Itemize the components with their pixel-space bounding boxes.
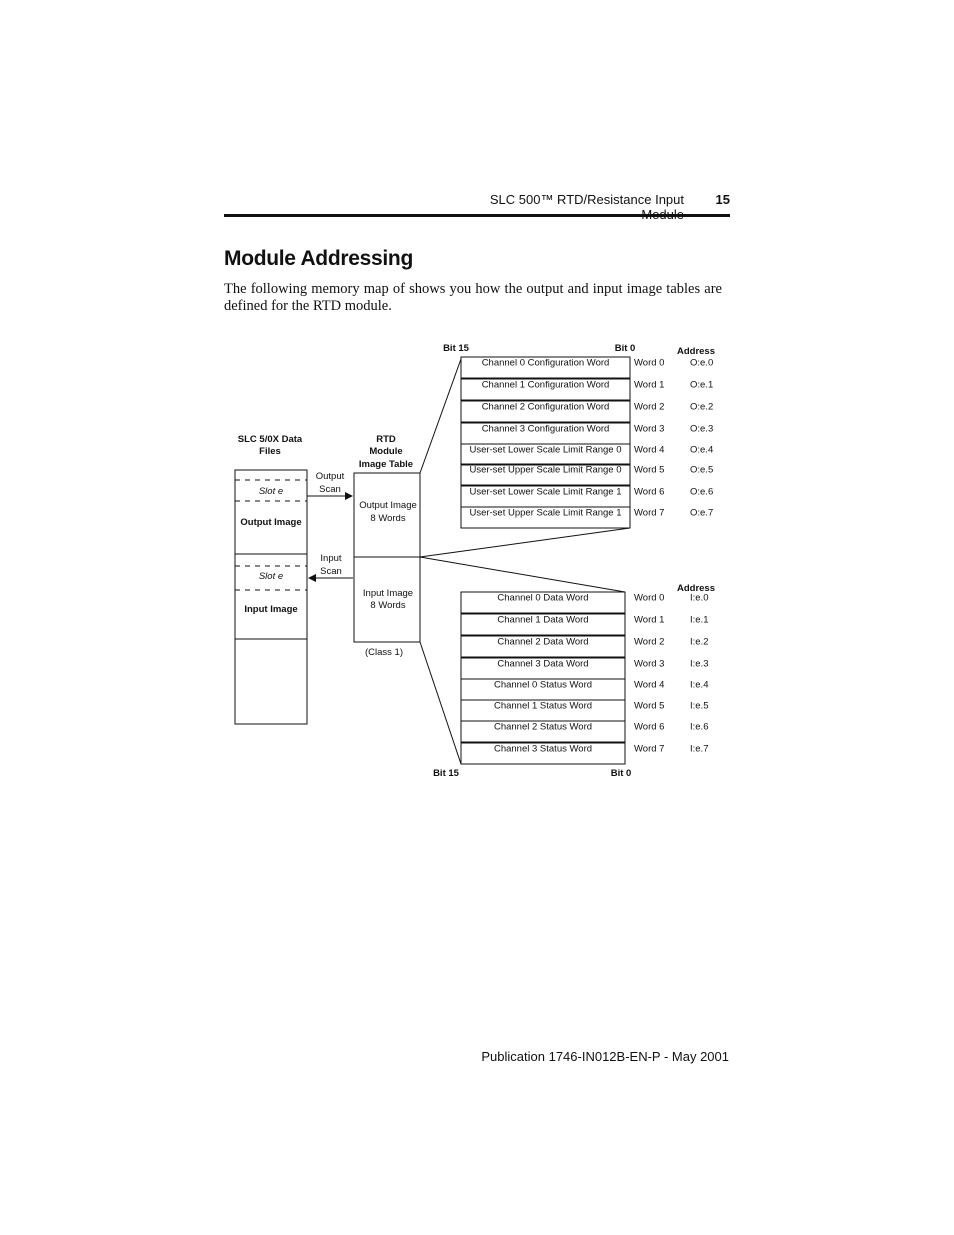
expansion-line (420, 528, 630, 557)
row-label: User-set Lower Scale Limit Range 1 (469, 486, 622, 498)
row-address: I:e.4 (690, 679, 709, 691)
output-address-header: Address (676, 346, 716, 357)
row-address: I:e.5 (690, 700, 709, 712)
row-label: Channel 2 Data Word (497, 636, 589, 648)
row-word: Word 2 (634, 401, 665, 413)
row-word: Word 6 (634, 721, 665, 733)
row-label: Channel 3 Configuration Word (481, 423, 610, 435)
row-label: Channel 0 Data Word (497, 592, 589, 604)
expansion-line (420, 642, 461, 764)
row-label: Channel 1 Status Word (493, 700, 593, 712)
row-word: Word 6 (634, 486, 665, 498)
row-word: Word 4 (634, 444, 665, 456)
row-address: O:e.7 (690, 507, 714, 519)
slc-input-image-label: Input Image (244, 604, 298, 615)
rtd-output-line1: Output Image (359, 500, 417, 511)
row-address: O:e.3 (690, 423, 714, 435)
row-label: User-set Upper Scale Limit Range 1 (469, 507, 622, 519)
row-word: Word 7 (634, 507, 665, 519)
row-label: User-set Lower Scale Limit Range 0 (469, 444, 622, 456)
row-word: Word 1 (634, 614, 665, 626)
row-address: I:e.0 (690, 592, 709, 604)
row-word: Word 4 (634, 679, 665, 691)
slot-input-label: Slot e (258, 571, 284, 582)
row-address: O:e.2 (690, 401, 714, 413)
output-bit0-label: Bit 0 (614, 343, 636, 354)
input-bit15-label: Bit 15 (433, 768, 459, 779)
row-address: I:e.1 (690, 614, 709, 626)
row-address: I:e.7 (690, 743, 709, 755)
row-label: Channel 0 Configuration Word (481, 357, 610, 369)
row-label: Channel 3 Data Word (497, 658, 589, 670)
row-address: I:e.3 (690, 658, 709, 670)
row-address: O:e.5 (690, 464, 714, 476)
row-label: Channel 3 Status Word (493, 743, 593, 755)
row-label: Channel 1 Configuration Word (481, 379, 610, 391)
rtd-title-line1: RTD (376, 434, 396, 445)
rtd-input-line1: Input Image (362, 588, 414, 599)
slc-files-title-line1: SLC 5/0X Data (237, 434, 303, 445)
publication-footer: Publication 1746-IN012B-EN-P - May 2001 (481, 1049, 729, 1064)
rtd-output-line2: 8 Words (370, 513, 406, 524)
row-address: I:e.2 (690, 636, 709, 648)
rtd-class-note: (Class 1) (364, 647, 404, 658)
output-bit15-label: Bit 15 (443, 343, 469, 354)
row-word: Word 2 (634, 636, 665, 648)
input-table-rows (461, 592, 709, 764)
row-address: O:e.0 (690, 357, 714, 369)
row-label: Channel 1 Data Word (497, 614, 589, 626)
input-scan-line1: Input (320, 553, 342, 564)
row-word: Word 3 (634, 658, 665, 670)
row-word: Word 0 (634, 357, 665, 369)
slc-output-image-label: Output Image (240, 517, 302, 528)
row-word: Word 3 (634, 423, 665, 435)
output-scan-line2: Scan (319, 484, 341, 495)
row-label: User-set Upper Scale Limit Range 0 (469, 464, 622, 476)
row-word: Word 5 (634, 464, 665, 476)
rtd-input-line2: 8 Words (370, 600, 406, 611)
output-table-rows (461, 357, 713, 528)
running-header-title: SLC 500™ RTD/Resistance Input (489, 192, 684, 207)
row-word: Word 1 (634, 379, 665, 391)
slc-files-box (235, 470, 307, 724)
page-number: 15 (715, 192, 730, 207)
input-bit0-label: Bit 0 (610, 768, 632, 779)
slc-files-title-line2: Files (259, 446, 281, 457)
input-address-header: Address (676, 583, 716, 594)
row-word: Word 7 (634, 743, 665, 755)
row-address: O:e.1 (690, 379, 714, 391)
slot-output-label: Slot e (258, 486, 284, 497)
row-label: Channel 0 Status Word (493, 679, 593, 691)
input-scan-line2: Scan (320, 566, 342, 577)
row-address: I:e.6 (690, 721, 709, 733)
rtd-title-line3: Image Table (358, 459, 414, 470)
expansion-line (420, 359, 461, 473)
row-word: Word 0 (634, 592, 665, 604)
section-title: Module Addressing (224, 247, 413, 270)
output-scan-line1: Output (315, 471, 345, 482)
row-word: Word 5 (634, 700, 665, 712)
expansion-line (420, 557, 625, 592)
intro-paragraph: The following memory map of shows you how the output and input image tables are defined for the RTD module. (224, 281, 722, 314)
row-address: O:e.4 (690, 444, 714, 456)
row-label: Channel 2 Status Word (493, 721, 593, 733)
row-label: Channel 2 Configuration Word (481, 401, 610, 413)
row-address: O:e.6 (690, 486, 714, 498)
rtd-title-line2: Module (369, 446, 403, 457)
